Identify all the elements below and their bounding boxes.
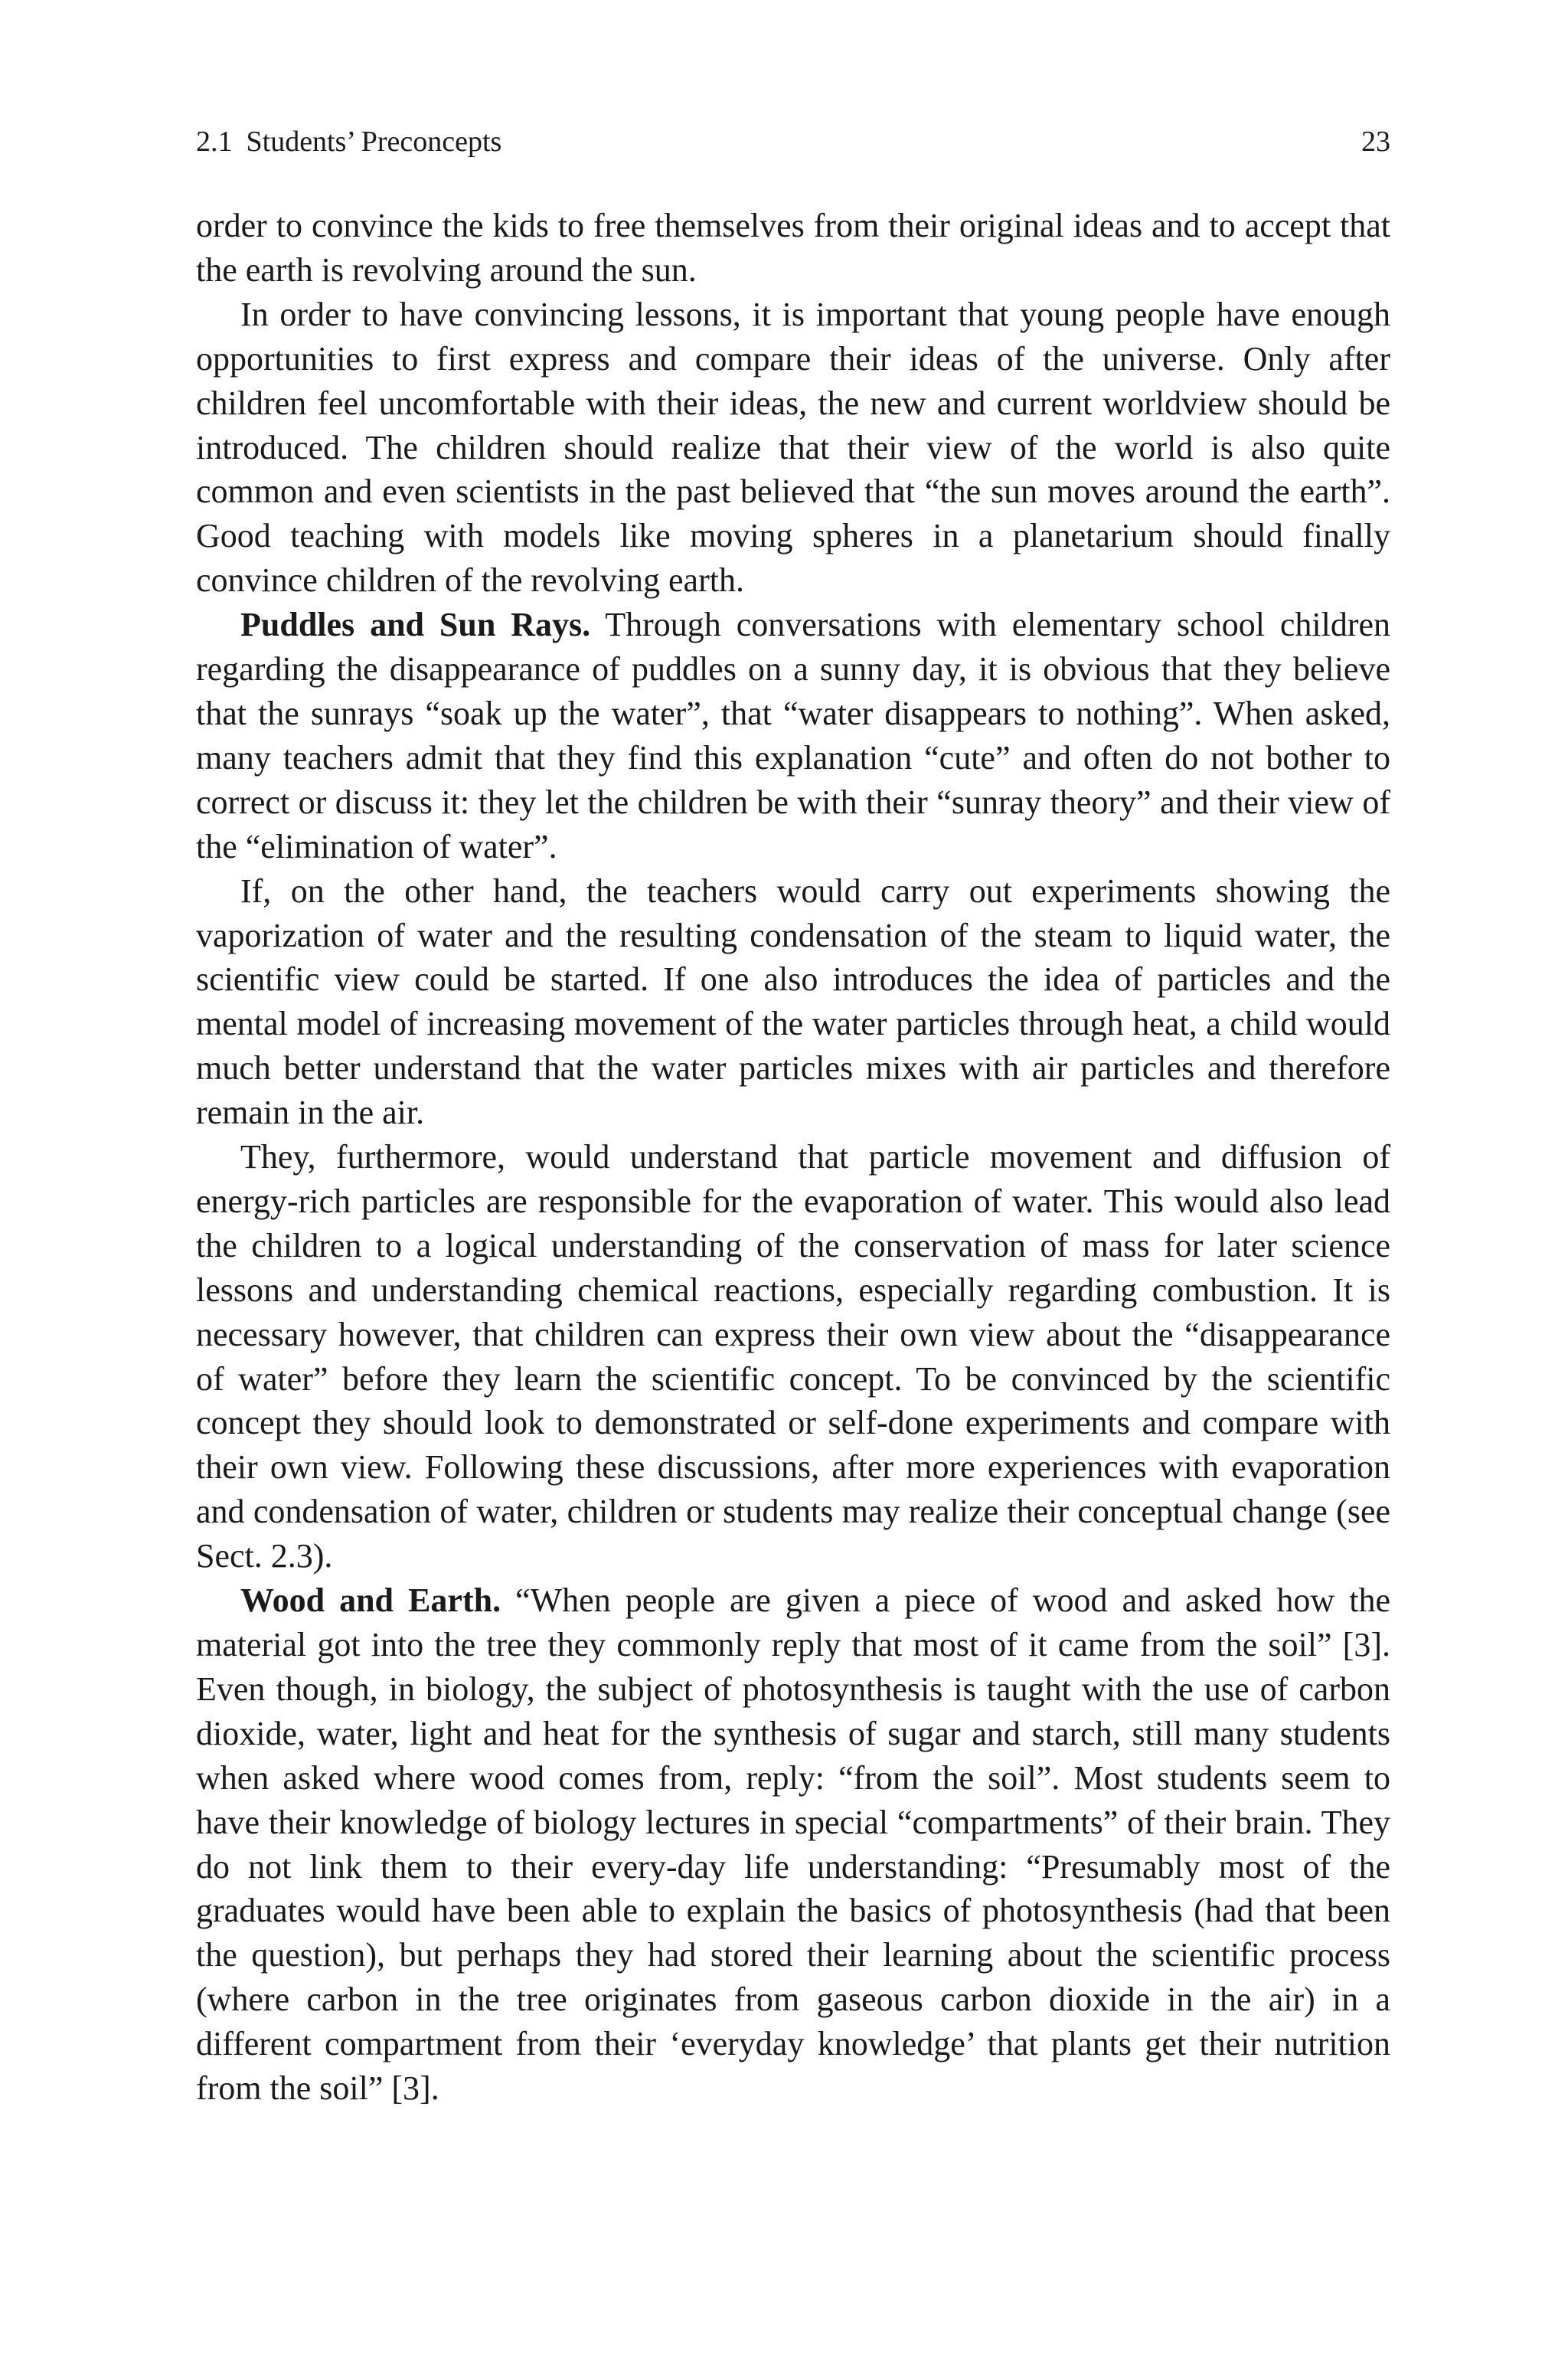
paragraph-wood-and-earth: [196, 1578, 1390, 2111]
paragraph-text: In order to have convincing lessons, it is important that young people have enough opportunities to first express and compare their ideas of the universe. Only after children feel uncomfortable with their ideas, the new and current worldview should be introduced. The children should realize that their view of the world is also quite common and even scientists in the past believed that “the sun moves around the earth”. Good teaching with models like moving spheres in a planetarium should finally convince children of the revolving earth.: [196, 295, 1390, 600]
section-title: Students’ Preconcepts: [246, 126, 502, 158]
body-text: [196, 204, 1390, 2111]
running-head: [196, 124, 1390, 159]
paragraph-puddles-and-sun-rays: [196, 603, 1390, 868]
paragraph-text: “When people are given a piece of wood and asked how the material got into the tree they commonly reply that most of it came from the soil” [3]. Even though, in biology, the subject of photosynthesis is taught with the use of carbon dioxide, water, light and heat for the synthesis of sugar and starch, still many students when asked where wood comes from, reply: “from the soil”. Most students seem to have their knowledge of biology lectures in special “compartments” of their brain. They do not link them to their every-day life understanding: “Presumably most of the graduates would have been able to explain the basics of photosynthesis (had that been the question), but perhaps they had stored their learning about the scientific process (where carbon in the tree originates from gaseous carbon dioxide in the air) in a different compartment from their ‘everyday knowledge’ that plants get their nutrition from the soil” [3].: [196, 1582, 1390, 2108]
paragraph-text: Through conversations with elementary school children regarding the disappearance of puddles on a sunny day, it is obvious that they believe that the sunrays “soak up the water”, that “water disappears to nothing”. When asked, many teachers admit that they find this explanation “cute” and often do not bother to correct or discuss it: they let the children be with their “sunray theory” and their view of the “elimination of water”.: [196, 606, 1390, 865]
paragraph-text: order to convince the kids to free themselves from their original ideas and to accept that the earth is revolving around the sun.: [196, 207, 1390, 289]
run-in-heading: Puddles and Sun Rays.: [240, 606, 591, 644]
run-in-heading: Wood and Earth.: [240, 1582, 501, 1620]
paragraph-convincing-lessons: [196, 293, 1390, 603]
paragraph-text: If, on the other hand, the teachers would carry out experiments showing the vaporization of water and the resulting condensation of the steam to liquid water, the scientific view could be started. If one also introduces the idea of particles and the mental model of increasing movement of the water particles through heat, a child would much better understand that the water particles mixes with air particles and therefore remain in the air.: [196, 872, 1390, 1132]
paragraph-particle-movement: [196, 1135, 1390, 1578]
paragraph-text: They, furthermore, would understand that particle movement and diffusion of energy-rich particles are responsible for the evaporation of water. This would also lead the children to a logical understanding of the conservation of mass for later science lessons and understanding chemical reactions, especially regarding combustion. It is necessary however, that children can express their own view about the “disappearance of water” before they learn the scientific concept. To be convinced by the scientific concept they should look to demonstrated or self-done experiments and compare with their own view. Following these discussions, after more experiences with evaporation and condensation of water, children or students may realize their conceptual change (see Sect. 2.3).: [196, 1138, 1390, 1575]
page-number: 23: [1361, 126, 1390, 158]
running-head-section: [196, 124, 501, 159]
paragraph-continuation: [196, 204, 1390, 293]
paragraph-experiments: [196, 869, 1390, 1135]
section-number: 2.1: [196, 126, 233, 158]
